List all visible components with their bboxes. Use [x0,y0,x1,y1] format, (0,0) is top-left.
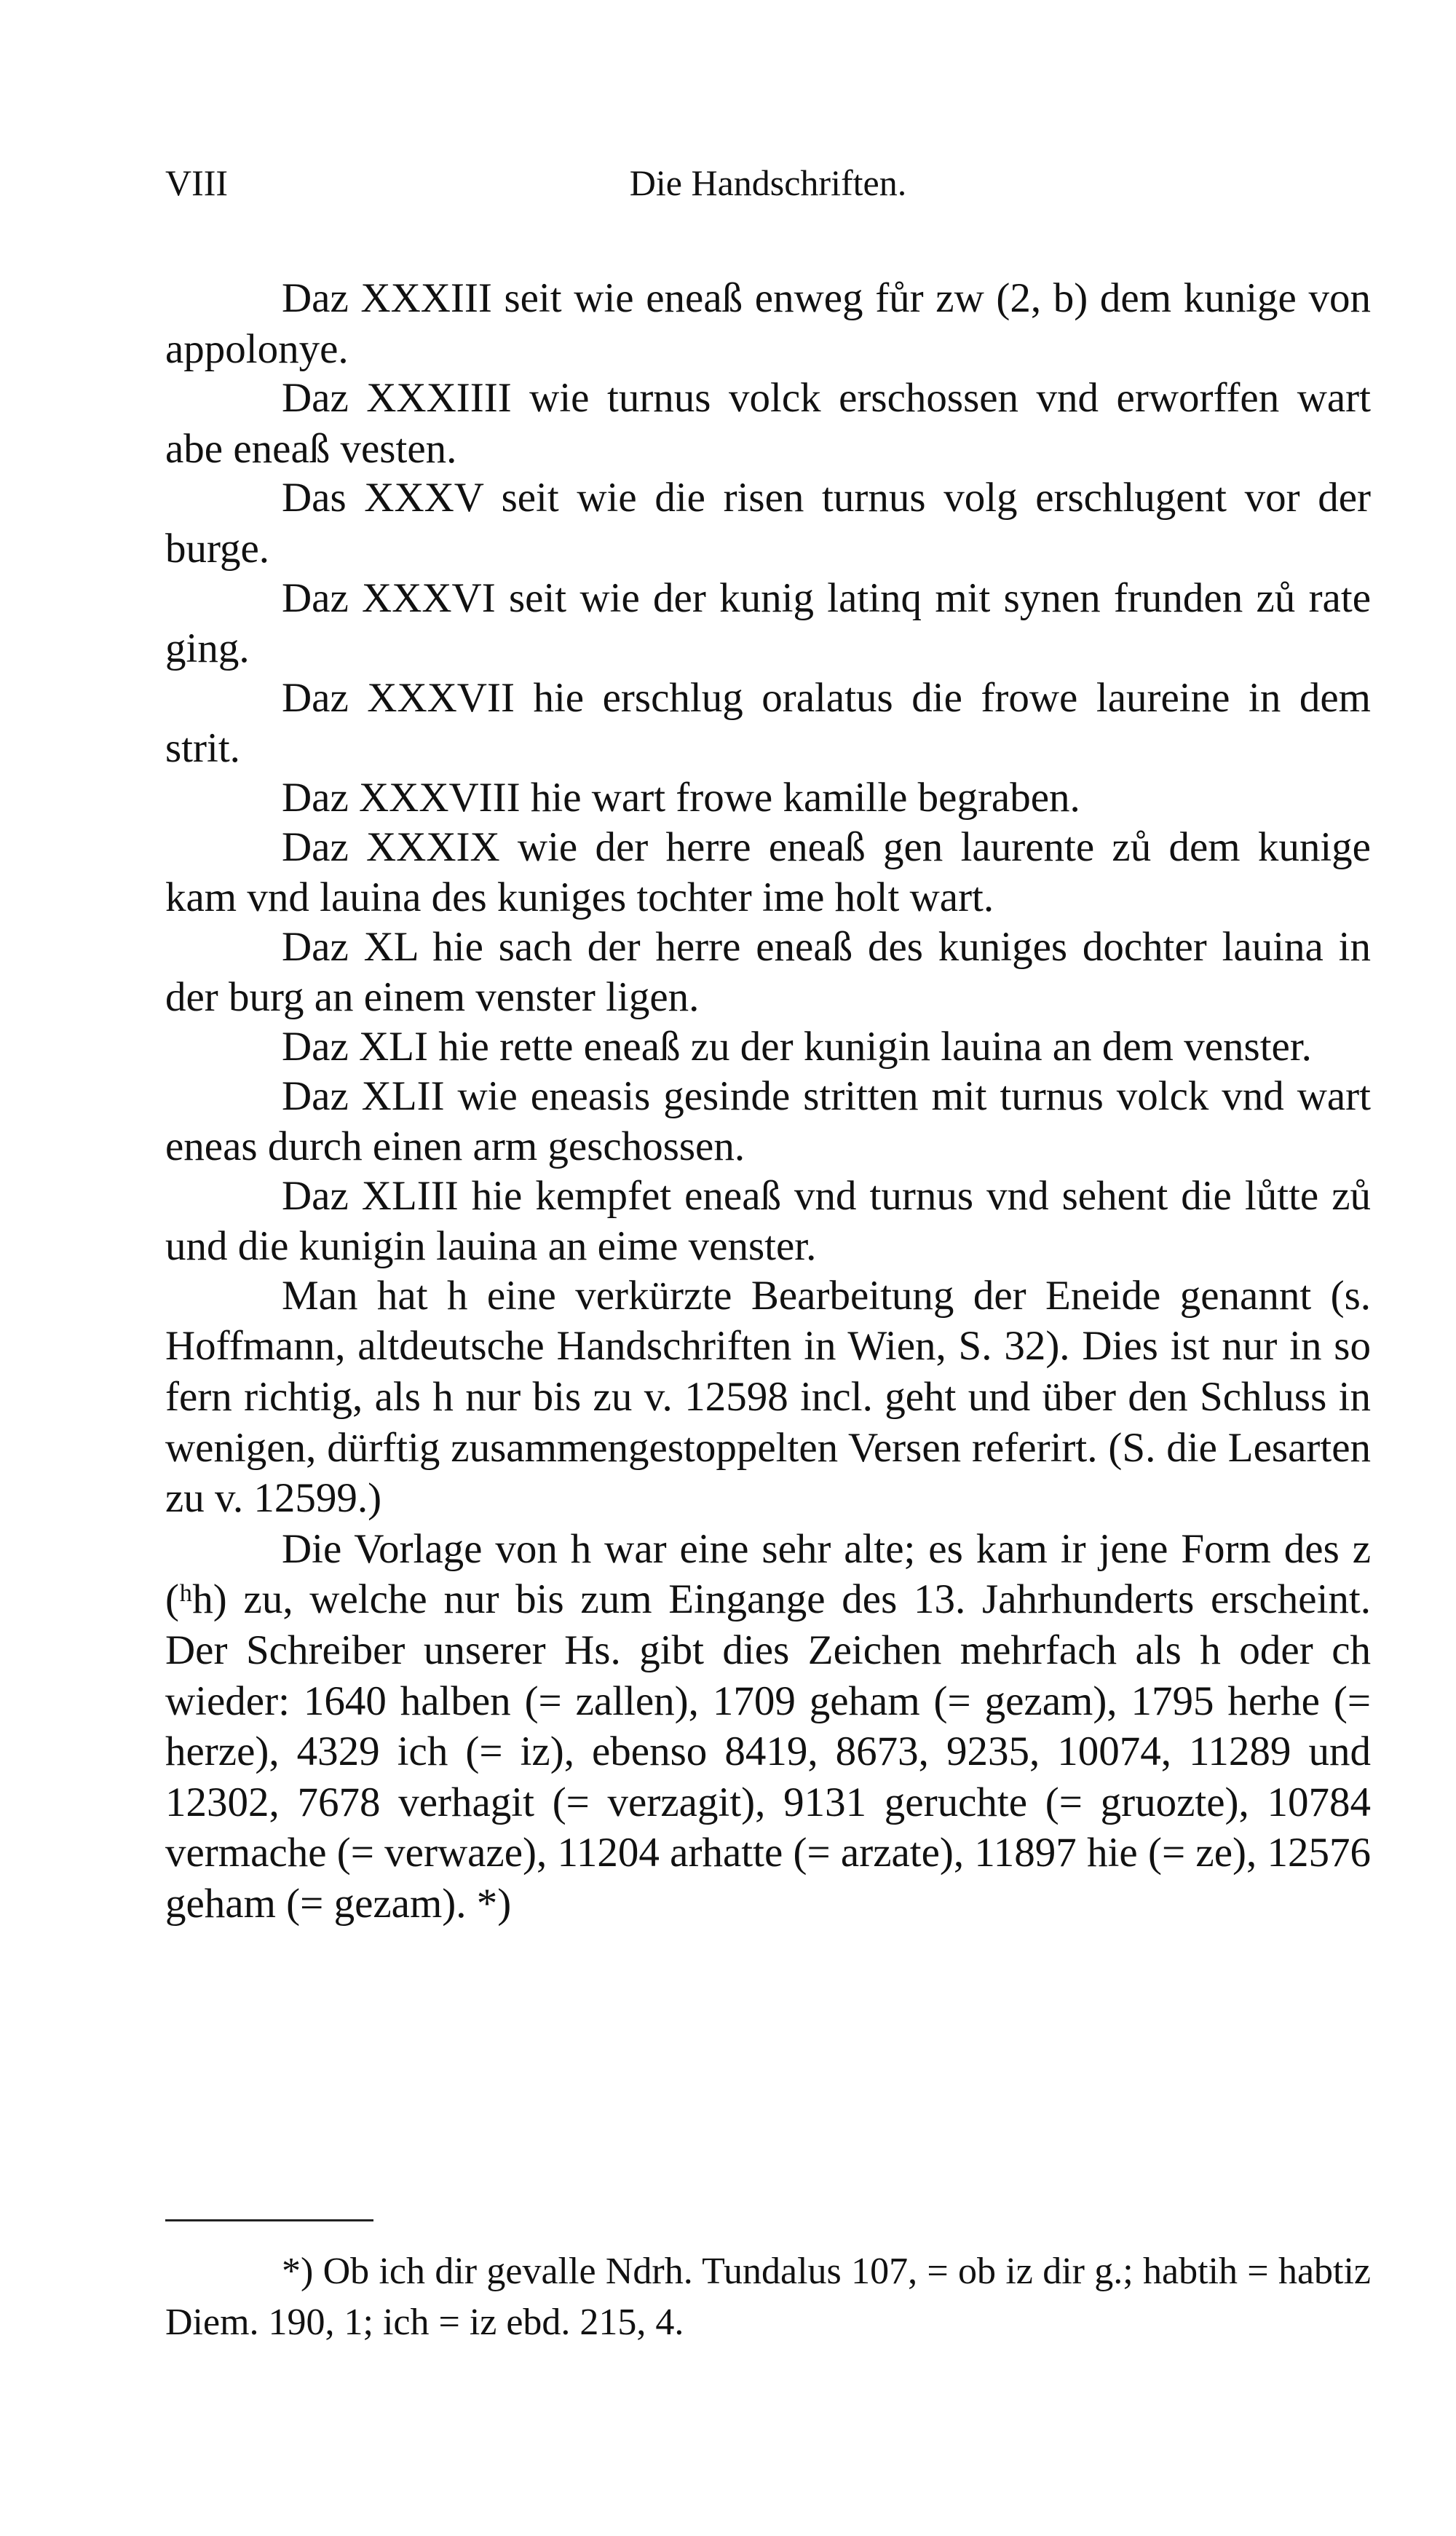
main-text [165,273,1371,1929]
chapter-entry-41: Daz XLI hie rette eneaß zu der kunigin lauina an dem venster. [282,1023,1312,1070]
footnote-text: *) Ob ich dir gevalle Ndrh. Tundalus 107, = ob iz dir g.; habtih = habtiz Diem. 190, 1; ich = iz ebd. 215, 4. [165,2251,1371,2343]
chapter-entry-39: Daz XXXIX wie der herre eneaß gen laurente zů dem kunige kam vnd lauina des kuniges tochter ime holt wart. [165,823,1371,921]
paragraph-abridgement: Man hat h eine verkürzte Bearbeitung der Eneide genannt (s. Hoffmann, altdeutsche Handschriften in Wien, S. 32). Dies ist nur in so fern richtig, als h nur bis zu v. 12598 incl. geht und über den Schluss in wenigen, dürftig zusammengestoppelten Versen referirt. (S. die Lesarten zu v. 12599.) [165,1272,1371,1522]
chapter-entry-33: Daz XXXIII seit wie eneaß enweg fůr zw (2, b) dem kunige von appolonye. [165,275,1371,372]
chapter-entry-36: Daz XXXVI seit wie der kunig latinq mit synen frunden zů rate ging. [165,574,1371,672]
chapter-entry-42: Daz XLII wie eneasis gesinde stritten mit turnus volck vnd wart eneas durch einen arm geschossen. [165,1073,1371,1170]
footnote-divider [165,2219,373,2221]
chapter-entry-38: Daz XXXVIII hie wart frowe kamille begraben. [282,774,1080,821]
running-title: Die Handschriften. [629,162,907,203]
paragraph-exemplar: Die Vorlage von h war eine sehr alte; es kam ir jene Form des z (ʰh) zu, welche nur bis zum Eingange des 13. Jahrhunderts erscheint. Der Schreiber unserer Hs. gibt dies Zeichen mehrfach als h oder ch wieder: 1640 halben (= zallen), 1709 geham (= gezam), 1795 herhe (= herze), 4329 ich (= iz), ebenso 8419, 8673, 9235, 10074, 11289 und 12302, 7678 verhagit (= verzagit), 9131 geruchte (= gruozte), 10784 vermache (= verwaze), 11204 arhatte (= arzate), 11897 hie (= ze), 12576 geham (= gezam). *) [165,1525,1371,1927]
chapter-entry-34: Daz XXXIIII wie turnus volck erschossen vnd erworffen wart abe eneaß vesten. [165,375,1371,472]
page-header [165,162,1371,213]
chapter-entry-35: Das XXXV seit wie die risen turnus volg erschlugent vor der burge. [165,475,1371,572]
page-number: VIII [165,162,229,203]
chapter-entry-37: Daz XXXVII hie erschlug oralatus die frowe laureine in dem strit. [165,674,1371,772]
chapter-entry-40: Daz XL hie sach der herre eneaß des kuniges dochter lauina in der burg an einem venster ligen. [165,923,1371,1021]
footnote [165,2246,1371,2348]
chapter-entry-43: Daz XLIII hie kempfet eneaß vnd turnus vnd sehent die lůtte zů und die kunigin lauina an eime venster. [165,1172,1371,1270]
